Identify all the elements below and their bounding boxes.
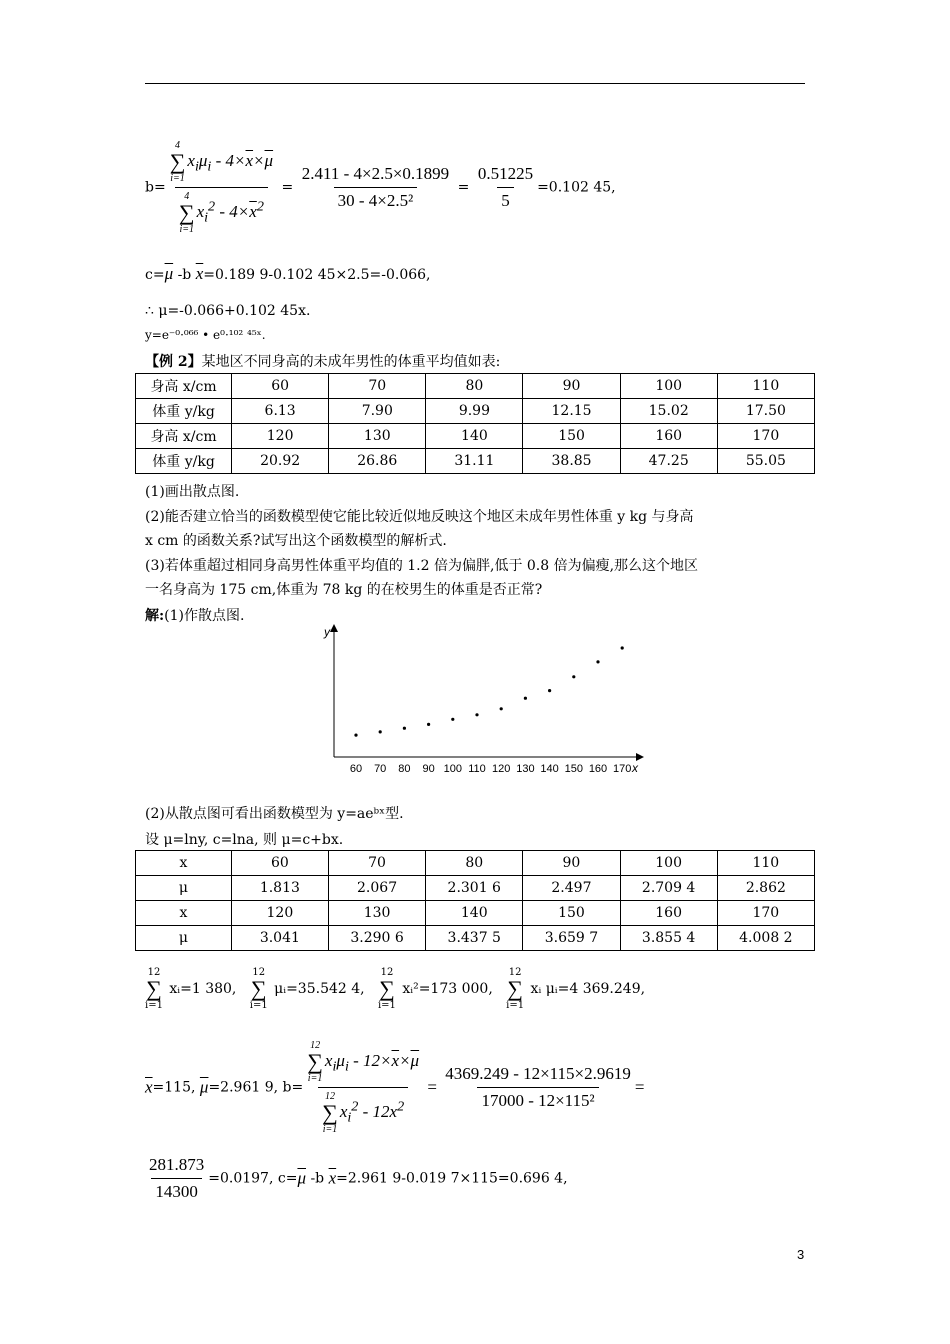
table-cell: 170 <box>717 424 814 449</box>
table-cell: 2.709 4 <box>620 876 717 901</box>
table-cell: 110 <box>717 374 814 399</box>
table-row <box>136 876 815 901</box>
table-cell: 3.855 4 <box>620 926 717 951</box>
table-cell: 3.041 <box>231 926 328 951</box>
scatter-point <box>427 723 430 726</box>
table-cell: 15.02 <box>620 399 717 424</box>
table-cell: 160 <box>620 901 717 926</box>
table-cell: 2.301 6 <box>426 876 523 901</box>
final-fraction: $\frac{281.873}{14300}$ <box>149 1155 205 1201</box>
table-row <box>136 926 815 951</box>
table-cell: 26.86 <box>329 449 426 474</box>
scatter-point <box>621 646 624 649</box>
table-cell: 170 <box>717 901 814 926</box>
scatter-point <box>379 730 382 733</box>
b-general-fraction-12: 12 ∑ i=1 $x_i\mu_i - 12\times\overline{x}\times\overline{\mu}$ 12 ∑ i=1 $x_i^2 - 12x^2$ <box>307 1040 420 1135</box>
y-expression: y=e⁻⁰·⁰⁶⁶ • e⁰·¹⁰² ⁴⁵ˣ. <box>145 328 266 342</box>
therefore-line: ∴ μ=-0.066+0.102 45x. <box>145 303 311 319</box>
question-3-line1: (3)若体重超过相同身高男性体重平均值的 1.2 倍为偏胖,低于 0.8 倍为偏瘦,那么这个地区 <box>145 558 699 574</box>
x-tick-label: 150 <box>564 763 583 775</box>
question-2-line1: (2)能否建立恰当的函数模型使它能比较近似地反映这个地区未成年男性体重 y kg 与身高 <box>145 509 694 525</box>
page-number: 3 <box>797 1247 805 1262</box>
row-header-cell: x <box>136 851 232 876</box>
table-cell: 70 <box>329 374 426 399</box>
row-header-cell: 体重 y/kg <box>136 449 232 474</box>
row-header-cell: μ <box>136 876 232 901</box>
table-cell: 6.13 <box>232 399 329 424</box>
table-cell: 17.50 <box>717 399 814 424</box>
x-tick-label: 80 <box>398 763 411 775</box>
table-cell: 150 <box>523 901 620 926</box>
table-cell: 3.290 6 <box>328 926 425 951</box>
table-row <box>136 851 815 876</box>
b-simplified-fraction: $\frac{0.51225}{5}$ <box>477 164 534 210</box>
c-formula-line: $c=\overline{\mu}$ -b $\overline{x}=0.189$ 9-0.102 45×2.5=-0.066, <box>145 264 431 283</box>
table-cell: 120 <box>232 424 329 449</box>
x-tick-label: 170 <box>613 763 632 775</box>
table-row <box>136 399 815 424</box>
table-cell: 3.659 7 <box>523 926 620 951</box>
table-cell: 31.11 <box>426 449 523 474</box>
table-cell: 20.92 <box>232 449 329 474</box>
b-formula-line: b= 4 ∑ i=1 $x_i\mu_i - 4\times\overline{x}\times\overline{\mu}$ 4 ∑ i=1 $x_i^2 - 4\times\overline{x}^2$ = $\frac{2.411 - 4\times 2.5\times 0.1899}{\text{30 - 4×2.5²}}$ = $\frac{0.51225}{5}$ =0.102 45, <box>145 140 616 235</box>
table-cell: 1.813 <box>231 876 328 901</box>
question-1: (1)画出散点图. <box>145 484 240 500</box>
table-cell: 2.862 <box>717 876 814 901</box>
x-tick-label: 140 <box>540 763 559 775</box>
table-cell: 47.25 <box>620 449 717 474</box>
y-axis-arrow <box>330 624 338 632</box>
scatter-plot <box>300 620 650 785</box>
b-computation-line: $\overline{x}=115$, $\overline{\mu}=2.961$ 9, b= 12 ∑ i=1 $x_i\mu_i - 12\times\overline{x}\times\overline{\mu}$ 12 ∑ i=1 $x_i^2 - 12x^2$ = $\frac{4369.249 - 12\times 115\times 2.9619}{\text{17000 - 12×115²}}$ = <box>145 1040 645 1135</box>
question-2-line2: x cm 的函数关系?试写出这个函数模型的解析式. <box>145 533 447 549</box>
table-cell: 130 <box>329 424 426 449</box>
scatter-point <box>354 734 357 737</box>
scatter-point <box>548 689 551 692</box>
table-cell: 9.99 <box>426 399 523 424</box>
scatter-point <box>451 718 454 721</box>
sums-line: 12 ∑ i=1 xᵢ=1 380, 12 ∑ i=1 μᵢ=35.542 4, 12 ∑ i=1 xᵢ²=173 000, 12 ∑ i=1 xᵢ μᵢ=4 369.249, <box>145 967 646 1011</box>
table-cell: 7.90 <box>329 399 426 424</box>
table-cell: 12.15 <box>523 399 620 424</box>
solution-part2: (2)从散点图可看出函数模型为 y=aeᵇˣ型. <box>145 806 404 822</box>
scatter-point <box>475 713 478 716</box>
table-cell: 80 <box>426 374 523 399</box>
scatter-point <box>572 675 575 678</box>
table-cell: 70 <box>328 851 425 876</box>
b-numeric-fraction-12: $\frac{4369.249 - 12\times 115\times 2.9619}{\text{17000 - 12×115²}}$ <box>445 1064 631 1110</box>
table-cell: 90 <box>523 374 620 399</box>
scatter-point <box>500 707 503 710</box>
x-tick-label: 90 <box>422 763 435 775</box>
x-tick-label: 120 <box>492 763 511 775</box>
table-row <box>136 901 815 926</box>
x-axis-arrow <box>636 753 644 761</box>
height-weight-table <box>135 373 815 474</box>
scatter-point <box>596 660 599 663</box>
b-numeric-fraction: $\frac{2.411 - 4\times 2.5\times 0.1899}{\text{30 - 4×2.5²}}$ <box>301 164 450 210</box>
row-header-cell: 身高 x/cm <box>136 374 232 399</box>
table-cell: 60 <box>232 374 329 399</box>
row-header-cell: 体重 y/kg <box>136 399 232 424</box>
x-tick-label: 70 <box>374 763 387 775</box>
example-heading: 【例 2】某地区不同身高的未成年男性的体重平均值如表: <box>145 354 501 370</box>
table-cell: 100 <box>620 374 717 399</box>
question-3-line2: 一名身高为 175 cm,体重为 78 kg 的在校男生的体重是否正常? <box>145 582 543 598</box>
row-header-cell: x <box>136 901 232 926</box>
table-cell: 4.008 2 <box>717 926 814 951</box>
x-tick-label: 100 <box>443 763 462 775</box>
table-cell: 140 <box>426 901 523 926</box>
table-cell: 140 <box>426 424 523 449</box>
row-header-cell: 身高 x/cm <box>136 424 232 449</box>
table-row <box>136 449 815 474</box>
table-cell: 55.05 <box>717 449 814 474</box>
header-rule <box>145 83 805 84</box>
table-cell: 38.85 <box>523 449 620 474</box>
table-cell: 2.067 <box>328 876 425 901</box>
substitution-line: 设 μ=lny, c=lna, 则 μ=c+bx. <box>145 832 344 848</box>
table-cell: 150 <box>523 424 620 449</box>
table-cell: 60 <box>231 851 328 876</box>
y-axis-label: y <box>324 625 330 639</box>
table-cell: 110 <box>717 851 814 876</box>
table-cell: 80 <box>426 851 523 876</box>
row-header-cell: μ <box>136 926 232 951</box>
x-tick-label: 110 <box>468 763 486 775</box>
x-tick-label: 130 <box>516 763 535 775</box>
transformed-table <box>135 850 815 951</box>
solution-part1: 解:(1)作散点图. <box>145 608 245 624</box>
table-cell: 2.497 <box>523 876 620 901</box>
table-row <box>136 374 815 399</box>
table-cell: 100 <box>620 851 717 876</box>
table-cell: 160 <box>620 424 717 449</box>
table-cell: 130 <box>328 901 425 926</box>
scatter-point <box>403 727 406 730</box>
table-row <box>136 424 815 449</box>
x-tick-label: 160 <box>588 763 608 775</box>
b-general-fraction: 4 ∑ i=1 $x_i\mu_i - 4\times\overline{x}\times\overline{\mu}$ 4 ∑ i=1 $x_i^2 - 4\times\overline{x}^2$ <box>169 140 274 235</box>
table-cell: 3.437 5 <box>426 926 523 951</box>
table-cell: 90 <box>523 851 620 876</box>
scatter-point <box>524 697 527 700</box>
x-tick-label: 60 <box>349 763 363 775</box>
table-cell: 120 <box>231 901 328 926</box>
final-line: $\frac{281.873}{14300}$ =0.0197, $c=\overline{\mu}$ -b $\overline{x}=2.961$ 9-0.019 7×115=0.696 4, <box>145 1155 568 1202</box>
x-axis-label: x <box>632 761 638 775</box>
